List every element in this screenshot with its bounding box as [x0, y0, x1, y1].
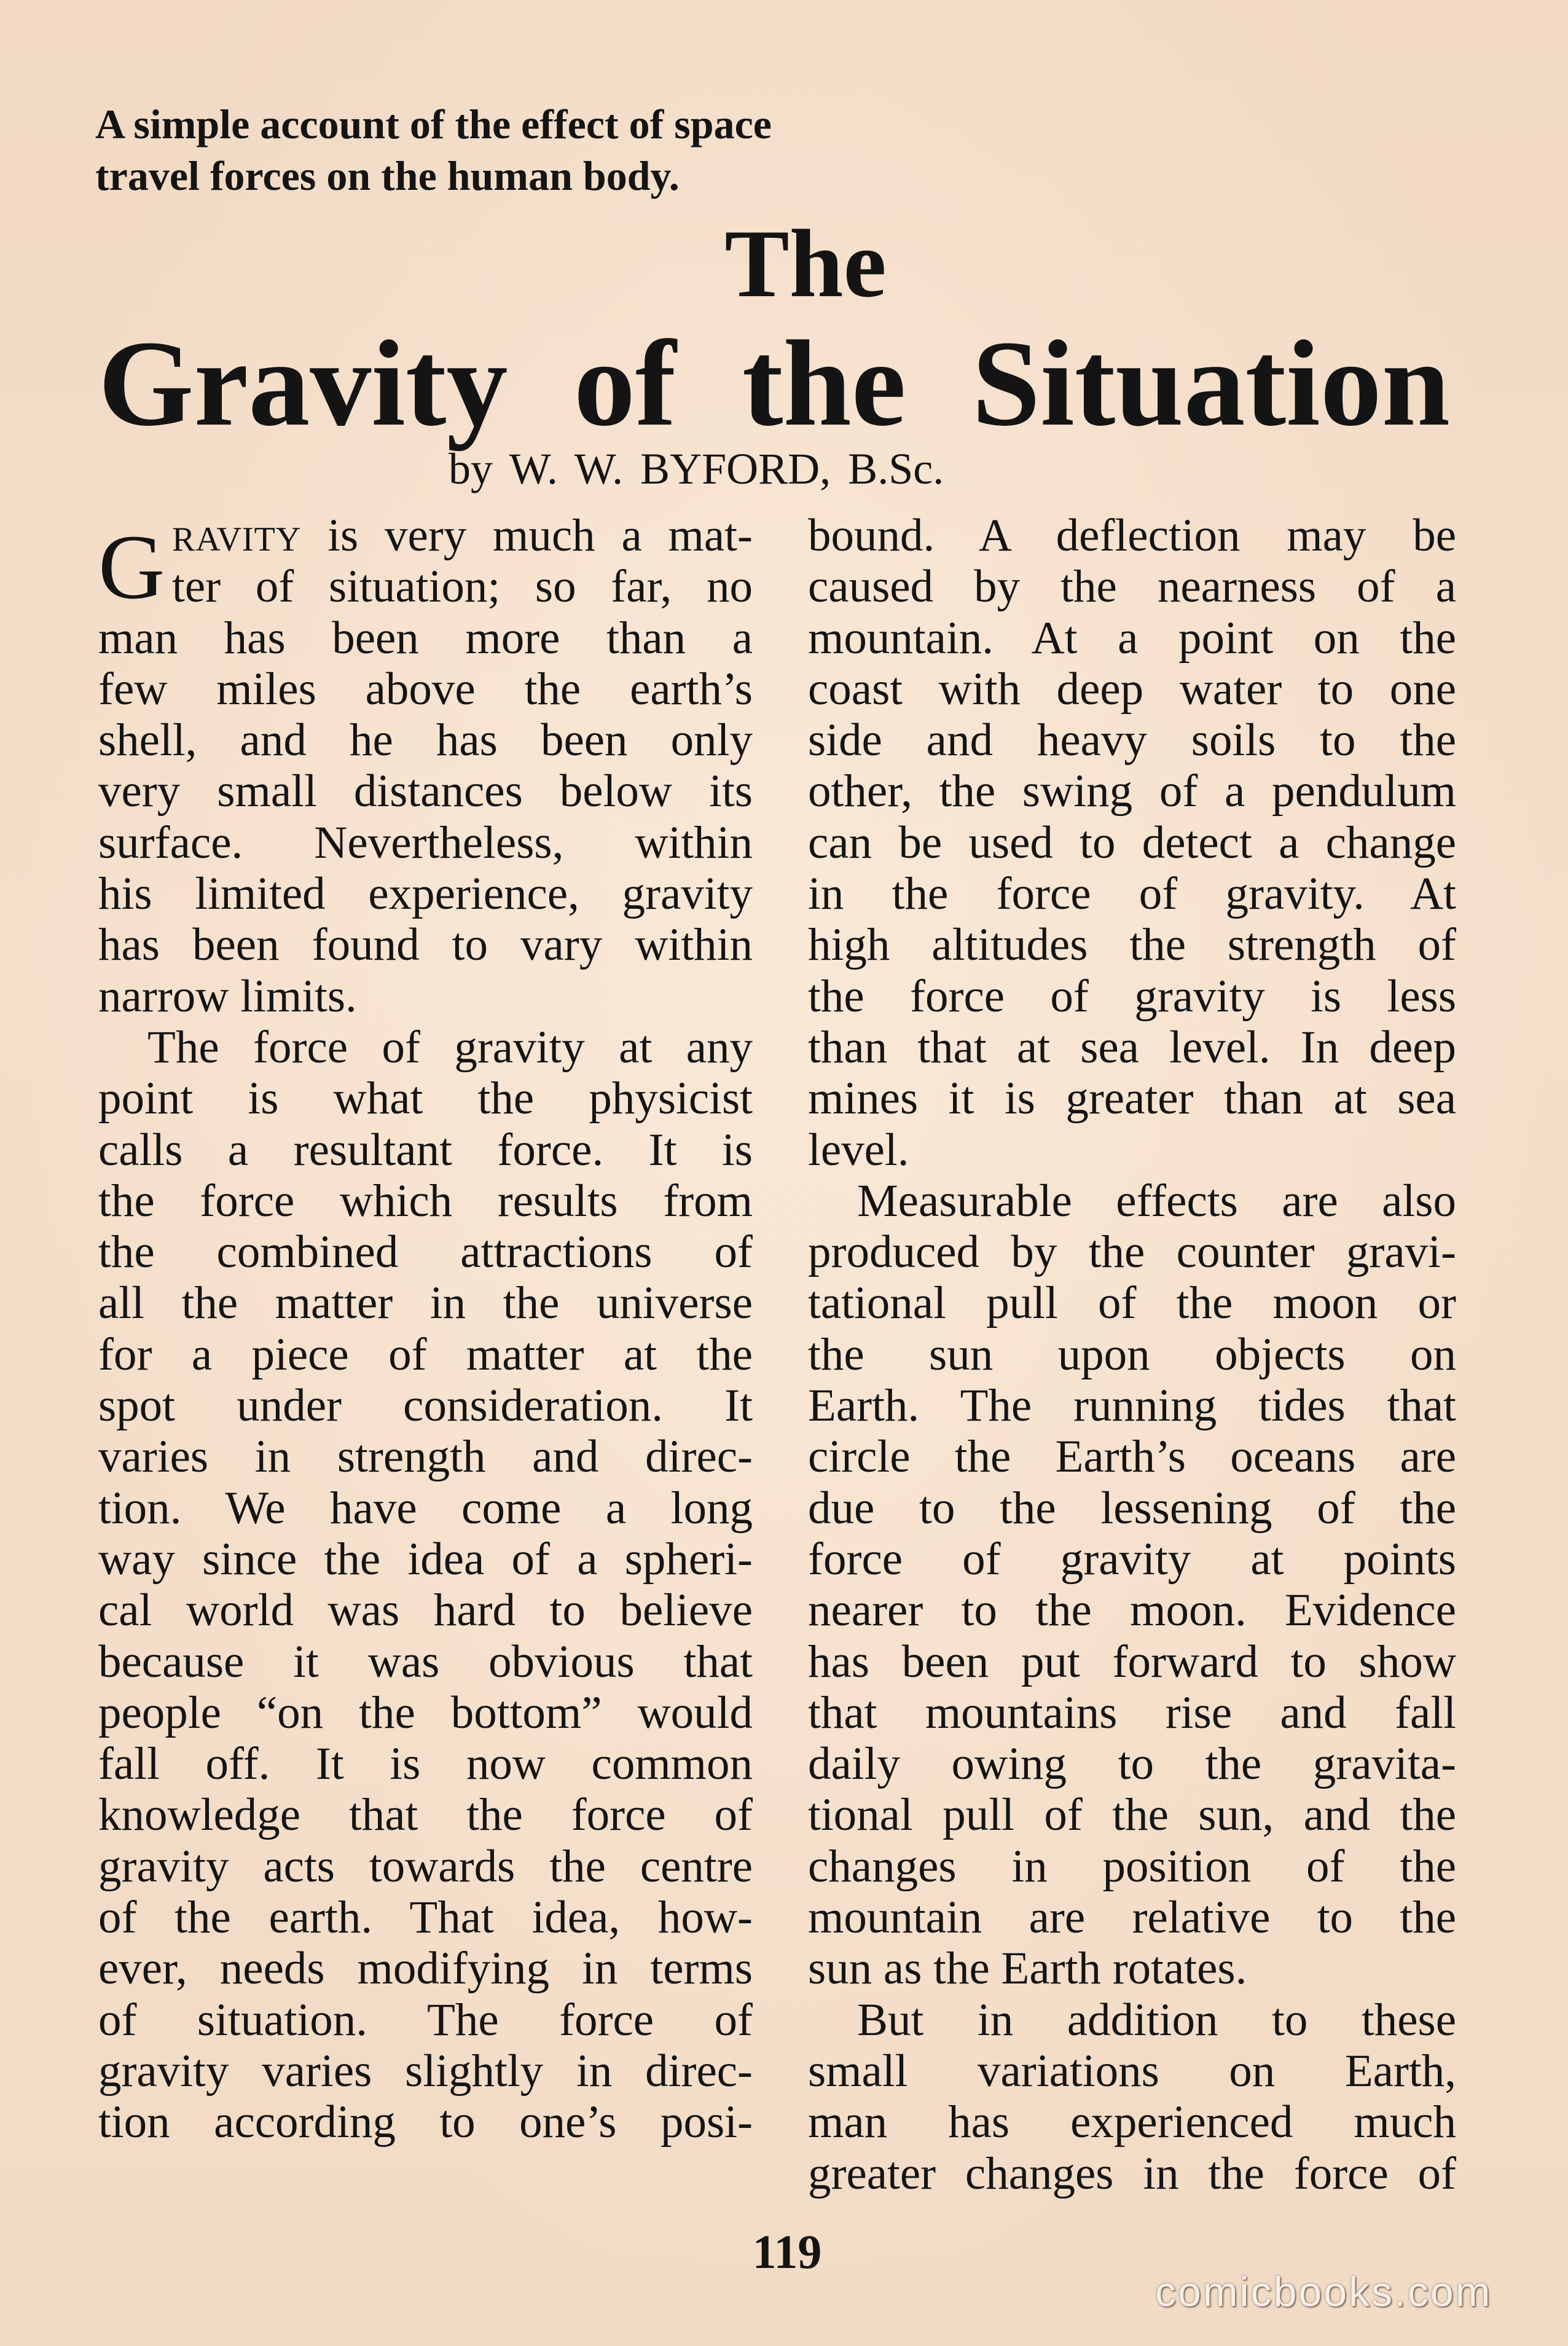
text-line: [98, 510, 753, 561]
text-line: than that at sea level. In deep: [808, 1021, 1456, 1073]
text-line: coast with deep water to one: [808, 663, 1456, 715]
title-word: Situation: [971, 316, 1450, 452]
watermark: comicbooks.com: [1155, 2269, 1492, 2315]
text-line: mines it is greater than at sea: [808, 1073, 1456, 1124]
text-line: force of gravity at points: [808, 1533, 1456, 1585]
text-line: calls a resultant force. It is: [98, 1124, 753, 1175]
text-line: way since the idea of a spheri-: [98, 1533, 753, 1585]
article-title: [98, 316, 1450, 452]
text-line: due to the lessening of the: [808, 1482, 1456, 1534]
text-line: point is what the physicist: [98, 1073, 753, 1124]
text-line: level.: [808, 1124, 909, 1175]
text-line: tion according to one’s posi-: [98, 2097, 753, 2148]
text-line: very small distances below its: [98, 766, 753, 817]
text-line: the sun upon objects on: [808, 1328, 1456, 1380]
text-line: Measurable effects are also: [857, 1175, 1456, 1226]
standfirst-line: A simple account of the effect of space: [95, 101, 772, 147]
text-line: the force which results from: [98, 1175, 753, 1226]
text-line: mountain. At a point on the: [808, 612, 1456, 664]
text-line: people “on the bottom” would: [98, 1687, 753, 1738]
text-line: circle the Earth’s oceans are: [808, 1431, 1456, 1483]
text-line: mountain are relative to the: [808, 1892, 1456, 1944]
text-line: few miles above the earth’s: [98, 663, 753, 715]
text-line: ter of situation; so far, no: [172, 561, 753, 613]
text-line: bound. A deflection may be: [808, 510, 1456, 561]
text-line: tational pull of the moon or: [808, 1277, 1456, 1329]
page-number: 119: [752, 2225, 822, 2278]
text-line: tional pull of the sun, and the: [808, 1789, 1456, 1841]
text-line: gravity varies slightly in direc-: [98, 2045, 753, 2097]
text-line: the combined attractions of: [98, 1226, 753, 1278]
text-line: has been found to vary within: [98, 919, 753, 971]
text-line: of situation. The force of: [98, 1994, 753, 2046]
standfirst-line: travel forces on the human body.: [95, 152, 680, 199]
smallcaps-lead: RAVITY: [172, 520, 302, 559]
left-column: [98, 510, 753, 2148]
text-line: side and heavy soils to the: [808, 715, 1456, 766]
byline: by W. W. BYFORD, B.Sc.: [449, 444, 944, 493]
text-line: sun as the Earth rotates.: [808, 1943, 1247, 1995]
right-column: [808, 510, 1456, 2199]
text-line: caused by the nearness of a: [808, 561, 1456, 613]
text-line: spot under consideration. It: [98, 1380, 753, 1432]
text-line: man has been more than a: [98, 612, 753, 664]
text-line: surface. Nevertheless, within: [98, 817, 753, 868]
text-line: fall off. It is now common: [98, 1738, 753, 1790]
text-line: all the matter in the universe: [98, 1277, 753, 1329]
text-line: The force of gravity at any: [147, 1021, 753, 1073]
text-line: because it was obvious that: [98, 1636, 753, 1687]
text-line: in the force of gravity. At: [808, 868, 1456, 920]
text-line: varies in strength and direc-: [98, 1431, 753, 1483]
text-line: Earth. The running tides that: [808, 1380, 1456, 1432]
text-line: ever, needs modifying in terms: [98, 1943, 753, 1995]
text-line: can be used to detect a change: [808, 817, 1456, 868]
text-line: cal world was hard to believe: [98, 1585, 753, 1636]
text-line: nearer to the moon. Evidence: [808, 1585, 1456, 1636]
text-line: gravity acts towards the centre: [98, 1840, 753, 1892]
text-line: his limited experience, gravity: [98, 868, 753, 920]
text-line: greater changes in the force of: [808, 2148, 1456, 2199]
text-line: has been put forward to show: [808, 1636, 1456, 1687]
text-line: man has experienced much: [808, 2097, 1456, 2148]
text-line: that mountains rise and fall: [808, 1687, 1456, 1738]
text-line: narrow limits.: [98, 970, 357, 1022]
text-line: tion. We have come a long: [98, 1482, 753, 1534]
standfirst: [95, 98, 986, 202]
title-word: of: [573, 316, 676, 452]
text-line: knowledge that the force of: [98, 1789, 753, 1841]
text-line: high altitudes the strength of: [808, 919, 1456, 971]
text-line: daily owing to the gravita-: [808, 1738, 1456, 1790]
text-line: changes in position of the: [808, 1840, 1456, 1892]
title-word: the: [742, 316, 906, 452]
text-line: produced by the counter gravi-: [808, 1226, 1456, 1278]
text-line: other, the swing of a pendulum: [808, 766, 1456, 817]
text-line: shell, and he has been only: [98, 715, 753, 766]
text-line: But in addition to these: [857, 1994, 1456, 2046]
text-line-rest: is very much a mat-: [301, 510, 753, 561]
drop-cap: G: [98, 516, 165, 618]
title-first-word: The: [724, 210, 887, 318]
title-word: Gravity: [98, 316, 508, 452]
text-line: of the earth. That idea, how-: [98, 1892, 753, 1944]
text-line: for a piece of matter at the: [98, 1328, 753, 1380]
text-line: the force of gravity is less: [808, 970, 1456, 1022]
text-line: small variations on Earth,: [808, 2045, 1456, 2097]
